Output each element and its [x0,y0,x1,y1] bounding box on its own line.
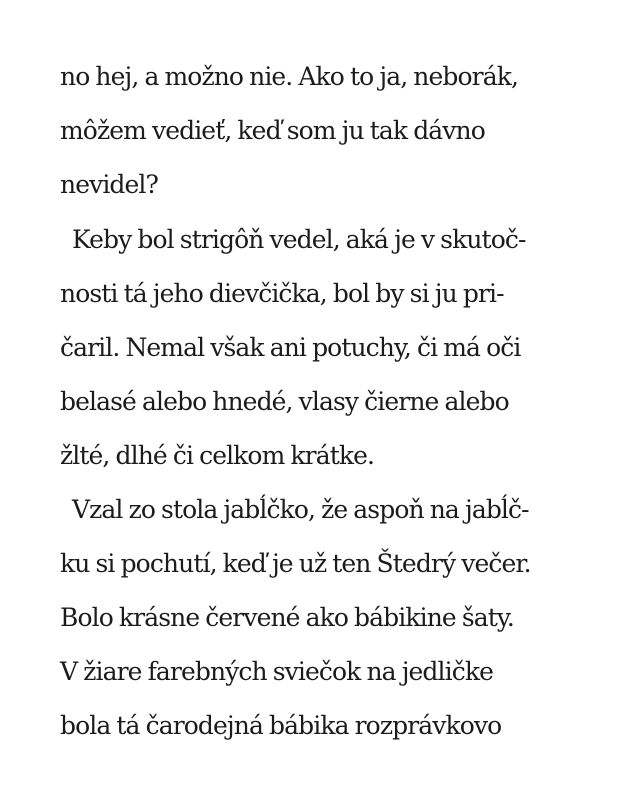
text-line-3: nevidel? [60,170,159,199]
text-line-10: ku si pochutí, keď je už ten Štedrý večer. [60,549,531,578]
text-line-12: V žiare farebných sviečok na jedličke [60,657,493,686]
text-line-13: bola tá čarodejná bábika rozprávkovo [60,711,502,740]
text-line-2: môžem vedieť, keď som ju tak dávno [60,116,485,145]
text-line-9: Vzal zo stola jabĺčko, že aspoň na jabĺč- [72,495,529,524]
text-line-6: čaril. Nemal však ani potuchy, či má oči [60,333,521,362]
text-line-8: žlté, dlhé či celkom krátke. [60,441,375,470]
text-line-4: Keby bol strigôň vedel, aká je v skutoč- [72,225,526,254]
text-line-7: belasé alebo hnedé, vlasy čierne alebo [60,387,509,416]
text-line-1: no hej, a možno nie. Ako to ja, neborák, [60,62,519,91]
text-line-5: nosti tá jeho dievčička, bol by si ju pri- [60,279,504,308]
text-line-11: Bolo krásne červené ako bábikine šaty. [60,603,514,632]
